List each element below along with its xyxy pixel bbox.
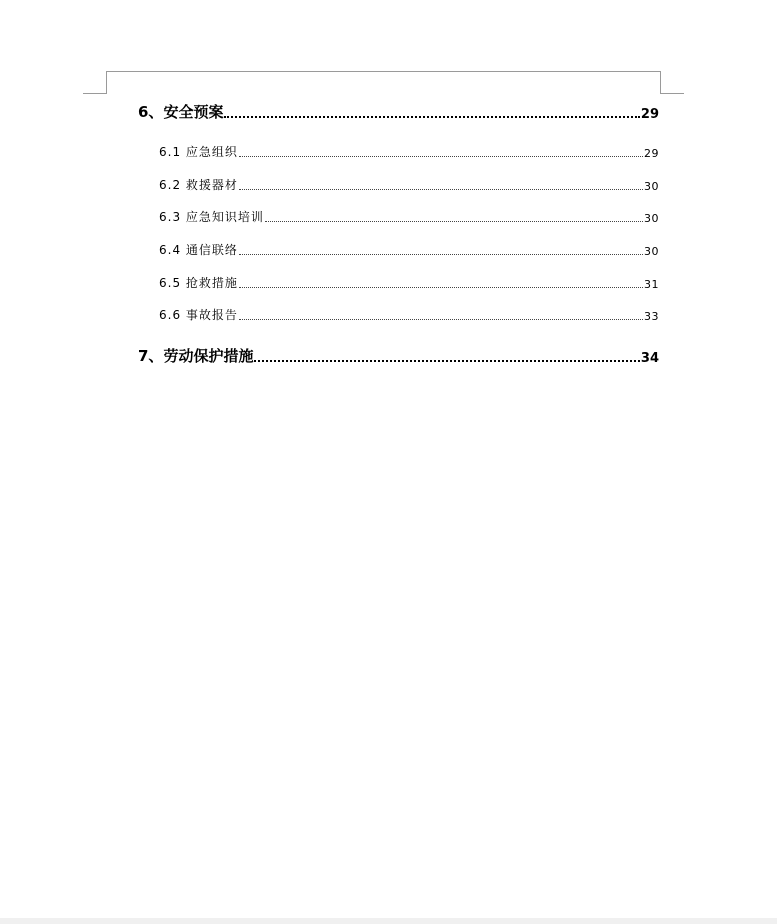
toc-entry-6-6[interactable] <box>159 305 659 323</box>
toc-dot-leader <box>239 156 643 157</box>
toc-entry-6-5[interactable] <box>159 273 659 291</box>
toc-entry-6-2[interactable] <box>159 175 659 193</box>
toc-dot-leader <box>254 360 639 362</box>
toc-page-number: 30 <box>644 212 659 225</box>
toc-page-number: 30 <box>644 180 659 193</box>
toc-entry-title: 6.3 应急知识培训 <box>159 210 264 224</box>
toc-entry-6-4[interactable] <box>159 240 659 258</box>
left-crop-mark <box>83 93 106 94</box>
page-bottom-edge <box>0 918 777 924</box>
toc-entry-title: 6.4 通信联络 <box>159 243 238 257</box>
toc-page-number: 33 <box>644 310 659 323</box>
toc-dot-leader <box>265 221 643 222</box>
toc-dot-leader <box>239 254 643 255</box>
toc-entry-title: 6、安全预案 <box>138 103 224 121</box>
toc-page-number: 29 <box>640 107 659 122</box>
toc-entry-6-3[interactable] <box>159 207 659 225</box>
right-crop-mark <box>661 93 684 94</box>
toc-entry-section-6[interactable] <box>138 100 659 122</box>
toc-page-number: 34 <box>640 351 659 366</box>
toc-entry-6-1[interactable] <box>159 142 659 160</box>
toc-entry-title: 6.2 救援器材 <box>159 178 238 192</box>
toc-entry-title: 6.1 应急组织 <box>159 145 238 159</box>
toc-dot-leader <box>239 189 643 190</box>
toc-entry-title: 6.5 抢救措施 <box>159 276 238 290</box>
toc-entry-title: 7、劳动保护措施 <box>138 347 254 365</box>
toc-page-number: 31 <box>644 278 659 291</box>
toc-dot-leader <box>224 116 639 118</box>
toc-page-number: 30 <box>644 245 659 258</box>
toc-page-number: 29 <box>644 147 659 160</box>
toc-entry-title: 6.6 事故报告 <box>159 308 238 322</box>
toc-entry-section-7[interactable] <box>138 344 659 366</box>
toc-dot-leader <box>239 319 643 320</box>
toc-dot-leader <box>239 287 643 288</box>
header-margin-marker <box>106 71 661 94</box>
